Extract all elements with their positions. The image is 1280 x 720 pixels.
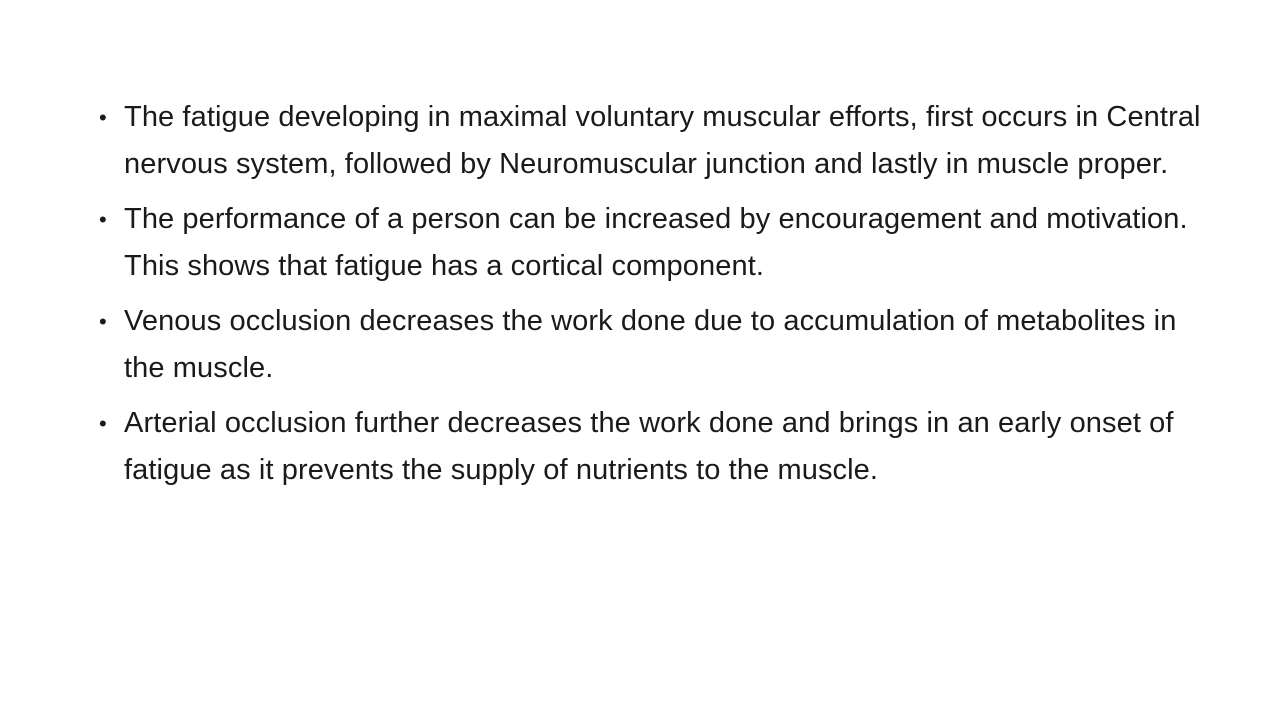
bullet-text: The fatigue developing in maximal voluntary muscular efforts, first occurs in Central nervous system, followed by Neuromuscular junction and lastly in muscle proper. [124, 101, 1201, 180]
bullet-icon: • [99, 105, 107, 130]
bullet-item [96, 196, 1206, 290]
bullet-list [96, 94, 1206, 494]
bullet-text: The performance of a person can be increased by encouragement and motivation. This shows that fatigue has a cortical component. [124, 203, 1188, 282]
bullet-text: Arterial occlusion further decreases the work done and brings in an early onset of fatigue as it prevents the supply of nutrients to the muscle. [124, 407, 1174, 486]
bullet-icon: • [99, 207, 107, 232]
bullet-item [96, 298, 1206, 392]
bullet-text: Venous occlusion decreases the work done due to accumulation of metabolites in the muscle. [124, 305, 1177, 384]
bullet-item [96, 400, 1206, 494]
bullet-icon: • [99, 309, 107, 334]
bullet-icon: • [99, 411, 107, 436]
slide-body [96, 94, 1206, 502]
bullet-item [96, 94, 1206, 188]
